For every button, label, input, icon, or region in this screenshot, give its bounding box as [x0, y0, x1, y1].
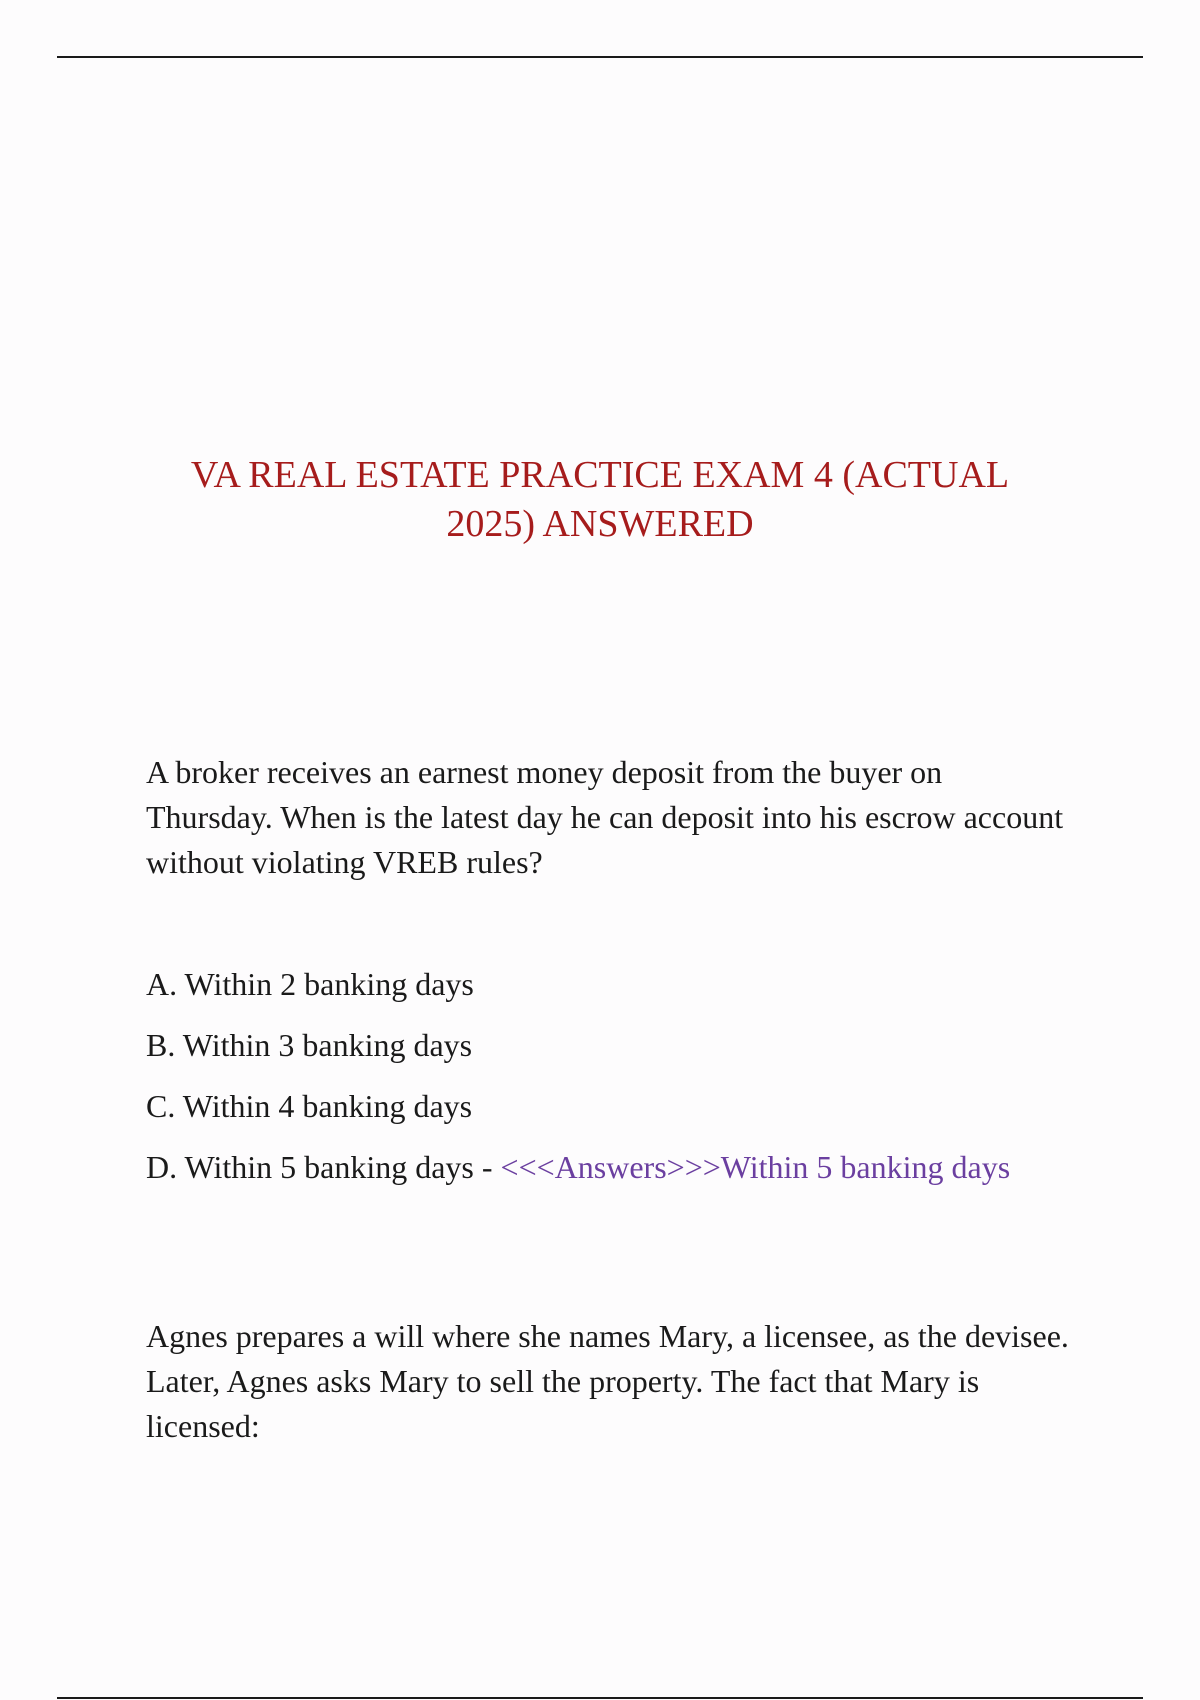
question-2-text: Agnes prepares a will where she names Mary, a licensee, as the devisee. Later, Agnes asks Mary to sell the property. The fact that Mary is licensed: [146, 1318, 1069, 1444]
answer-key: <<<Answers>>>Within 5 banking days [500, 1149, 1011, 1185]
option-b: B. Within 3 banking days [146, 1027, 473, 1063]
option-a: A. Within 2 banking days [146, 966, 474, 1002]
option-c: C. Within 4 banking days [146, 1088, 473, 1124]
option-d-label: D. Within 5 banking days - [146, 1149, 501, 1185]
top-divider [57, 56, 1143, 58]
question-1-text: A broker receives an earnest money deposit from the buyer on Thursday. When is the latest day he can deposit into his escrow account without violating VREB rules? [146, 754, 1064, 880]
document-title: VA REAL ESTATE PRACTICE EXAM 4 (ACTUAL 2025) ANSWERED [190, 454, 1010, 545]
bottom-divider [57, 1697, 1143, 1699]
question-1-options [146, 962, 1076, 1206]
option-d [146, 1145, 1076, 1190]
